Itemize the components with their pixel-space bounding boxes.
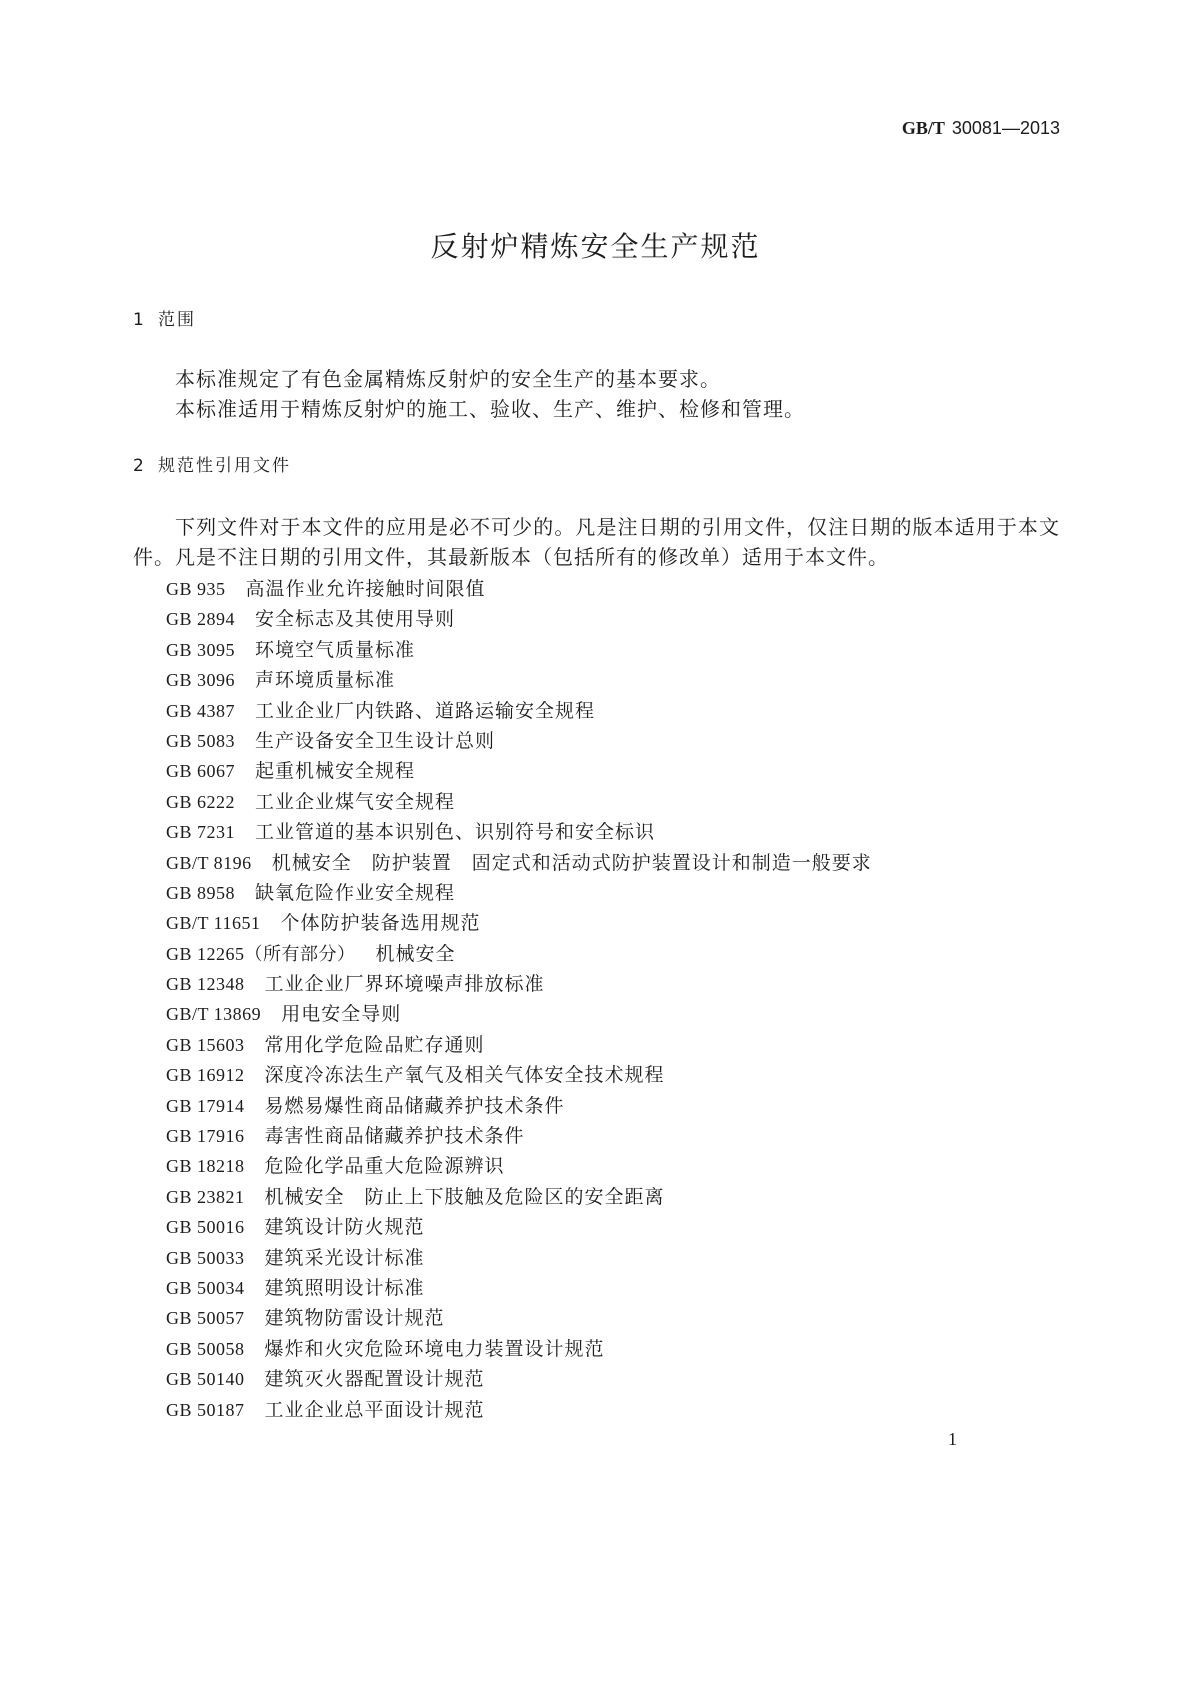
reference-title: 机械安全 防止上下肢触及危险区的安全距离 xyxy=(264,1185,665,1208)
reference-title: 工业企业总平面设计规范 xyxy=(264,1398,485,1421)
reference-title: 起重机械安全规程 xyxy=(255,760,416,783)
reference-title: 安全标志及其使用导则 xyxy=(255,608,456,631)
reference-code: GB 7231 xyxy=(166,822,236,843)
reference-title: 建筑设计防火规范 xyxy=(264,1216,425,1239)
reference-title: 毒害性商品储藏养护技术条件 xyxy=(264,1125,525,1148)
reference-item xyxy=(166,756,1060,786)
section-2-number: 2 xyxy=(133,456,144,476)
reference-title: 易燃易爆性商品储藏养护技术条件 xyxy=(264,1094,565,1117)
reference-title: 建筑采光设计标准 xyxy=(264,1246,425,1269)
reference-code: GB 50033 xyxy=(166,1247,245,1268)
reference-title: 机械安全 防护装置 固定式和活动式防护装置设计和制造一般要求 xyxy=(271,851,872,874)
section-1-paragraph-2: 本标准适用于精炼反射炉的施工、验收、生产、维护、检修和管理。 xyxy=(175,397,805,421)
reference-code: GB 6222 xyxy=(166,791,236,812)
reference-item xyxy=(166,848,1060,878)
reference-item xyxy=(166,878,1060,908)
reference-item xyxy=(166,1060,1060,1090)
reference-code: GB 17914 xyxy=(166,1095,245,1116)
page-number: 1 xyxy=(948,1429,957,1449)
reference-item xyxy=(166,604,1060,634)
reference-code: GB 23821 xyxy=(166,1186,245,1207)
reference-item xyxy=(166,1243,1060,1273)
reference-title: 高温作业允许接触时间限值 xyxy=(245,578,486,600)
reference-item xyxy=(166,1364,1060,1394)
reference-code: GB 12348 xyxy=(166,974,245,995)
reference-item xyxy=(166,1151,1060,1181)
reference-title: 建筑灭火器配置设计规范 xyxy=(264,1368,485,1391)
reference-title: 生产设备安全卫生设计总则 xyxy=(255,729,496,752)
reference-title: 机械安全 xyxy=(375,942,456,965)
reference-code: GB 50016 xyxy=(166,1217,245,1238)
standard-number: 30081—2013 xyxy=(951,118,1060,138)
reference-title: 用电安全导则 xyxy=(281,1003,402,1026)
reference-title: 缺氧危险作业安全规程 xyxy=(255,881,456,904)
reference-item xyxy=(166,817,1060,847)
reference-title: 个体防护装备选用规范 xyxy=(280,912,481,935)
reference-item xyxy=(166,665,1060,695)
reference-code: GB 935 xyxy=(166,579,226,599)
section-1-heading xyxy=(133,308,196,332)
reference-code: GB 15603 xyxy=(166,1034,245,1055)
reference-title: 爆炸和火灾危险环境电力装置设计规范 xyxy=(264,1337,605,1360)
reference-code: GB 50140 xyxy=(166,1369,245,1390)
reference-title: 工业企业煤气安全规程 xyxy=(255,790,456,813)
reference-item xyxy=(166,696,1060,726)
reference-code: GB 50058 xyxy=(166,1338,245,1359)
reference-title: 建筑照明设计标准 xyxy=(264,1276,425,1299)
reference-item xyxy=(166,574,1060,604)
standard-prefix: GB/T xyxy=(901,118,945,138)
normative-references-list xyxy=(166,574,1060,1425)
section-1-number: 1 xyxy=(133,310,144,330)
section-1-title: 范围 xyxy=(158,310,196,330)
standard-number-header xyxy=(902,117,1060,140)
reference-code: GB 4387 xyxy=(166,700,236,721)
reference-title: 工业企业厂内铁路、道路运输安全规程 xyxy=(255,699,596,722)
reference-item xyxy=(166,726,1060,756)
reference-title: 声环境质量标准 xyxy=(255,669,396,692)
reference-code: GB 50034 xyxy=(166,1277,245,1298)
reference-item xyxy=(166,939,1060,969)
reference-item xyxy=(166,1091,1060,1121)
reference-item xyxy=(166,787,1060,817)
reference-item xyxy=(166,999,1060,1029)
reference-item xyxy=(166,1212,1060,1242)
reference-item xyxy=(166,1121,1060,1151)
reference-item xyxy=(166,1273,1060,1303)
reference-title: 深度冷冻法生产氧气及相关气体安全技术规程 xyxy=(264,1064,665,1087)
reference-code: GB 2894 xyxy=(166,609,236,630)
reference-title: 工业管道的基本识别色、识别符号和安全标识 xyxy=(255,821,656,844)
reference-item xyxy=(166,969,1060,999)
reference-title: 危险化学品重大危险源辨识 xyxy=(264,1155,505,1178)
reference-item xyxy=(166,1182,1060,1212)
reference-code: GB 18218 xyxy=(166,1156,245,1177)
reference-item xyxy=(166,635,1060,665)
section-1-paragraph-1: 本标准规定了有色金属精炼反射炉的安全生产的基本要求。 xyxy=(175,367,721,391)
reference-code: GB 8958 xyxy=(166,882,236,903)
section-2-paragraph: 下列文件对于本文件的应用是必不可少的。凡是注日期的引用文件，仅注日期的版本适用于本文件。凡是不注日期的引用文件，其最新版本（包括所有的修改单）适用于本文件。 xyxy=(133,515,1060,569)
reference-item xyxy=(166,908,1060,938)
reference-code: GB 12265（所有部分） xyxy=(166,943,356,964)
reference-code: GB 50187 xyxy=(166,1399,245,1420)
reference-code: GB/T 8196 xyxy=(166,852,252,873)
reference-code: GB 3095 xyxy=(166,639,236,660)
section-1-body xyxy=(133,364,1060,424)
reference-item xyxy=(166,1303,1060,1333)
section-2-heading xyxy=(133,454,291,478)
reference-code: GB 6067 xyxy=(166,761,236,782)
reference-code: GB 17916 xyxy=(166,1126,245,1147)
reference-code: GB 50057 xyxy=(166,1308,245,1329)
section-2-title: 规范性引用文件 xyxy=(158,456,291,476)
reference-title: 工业企业厂界环境噪声排放标准 xyxy=(264,973,545,996)
reference-item xyxy=(166,1334,1060,1364)
reference-item xyxy=(166,1030,1060,1060)
document-title: 反射炉精炼安全生产规范 xyxy=(430,230,761,263)
reference-code: GB 16912 xyxy=(166,1065,245,1086)
reference-title: 常用化学危险品贮存通则 xyxy=(264,1033,485,1056)
reference-title: 建筑物防雷设计规范 xyxy=(264,1307,445,1330)
section-2-body xyxy=(133,512,1060,572)
reference-item xyxy=(166,1395,1060,1425)
reference-code: GB 3096 xyxy=(166,670,236,691)
reference-code: GB/T 13869 xyxy=(166,1004,262,1025)
reference-title: 环境空气质量标准 xyxy=(255,638,416,661)
reference-code: GB 5083 xyxy=(166,730,236,751)
reference-code: GB/T 11651 xyxy=(166,913,261,934)
